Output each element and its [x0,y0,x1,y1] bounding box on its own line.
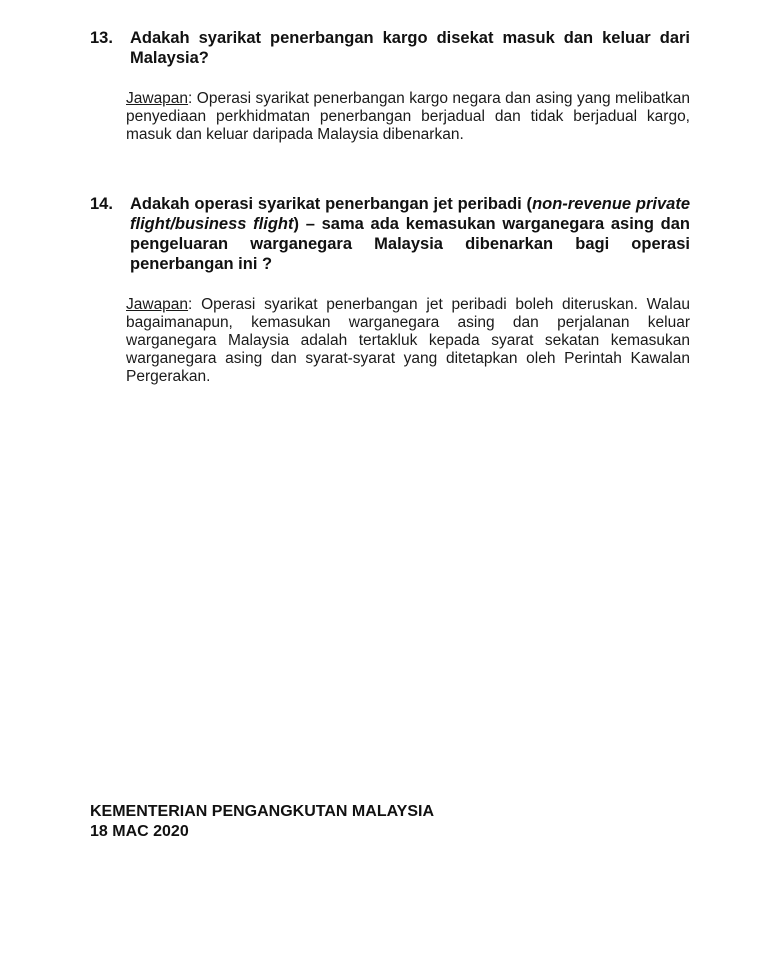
answer-text: : Operasi syarikat penerbangan jet peribadi boleh diteruskan. Walau bagaimanapun, kemasukan warganegara asing dan perjalanan keluar warganegara Malaysia adalah tertakluk kepada syarat sekatan kemasukan warganegara asing dan syarat-syarat yang ditetapkan oleh Perintah Kawalan Pergerakan. [126,296,690,385]
question-text [130,194,690,274]
question-text-start: Adakah operasi syarikat penerbangan jet peribadi ( [130,195,533,213]
answer-text: : Operasi syarikat penerbangan kargo negara dan asing yang melibatkan penyediaan perkhidmatan penerbangan berjadual dan tidak berjadual kargo, masuk dan keluar daripada Malaysia dibenarkan. [126,90,690,143]
ministry-name: KEMENTERIAN PENGANGKUTAN MALAYSIA [90,803,435,820]
question-text: Adakah syarikat penerbangan kargo disekat masuk dan keluar dari Malaysia? [130,29,690,67]
question-text-italic: non-revenue private flight/business flight [130,195,690,233]
issue-date: 18 MAC 2020 [90,823,189,840]
answer [126,90,690,144]
answer [126,296,690,386]
question-text-end: ) – sama ada kemasukan warganegara asing dan pengeluaran warganegara Malaysia dibenarkan bagi operasi penerbangan ini ? [130,215,691,273]
answer-label: Jawapan [126,90,189,107]
question [90,28,690,68]
faq-item-13 [90,28,690,144]
answer-label: Jawapan [126,296,189,313]
faq-item-14 [90,194,690,386]
question-number: 14. [90,195,113,213]
document-footer [90,802,434,842]
question-number: 13. [90,29,113,47]
question [90,194,690,274]
